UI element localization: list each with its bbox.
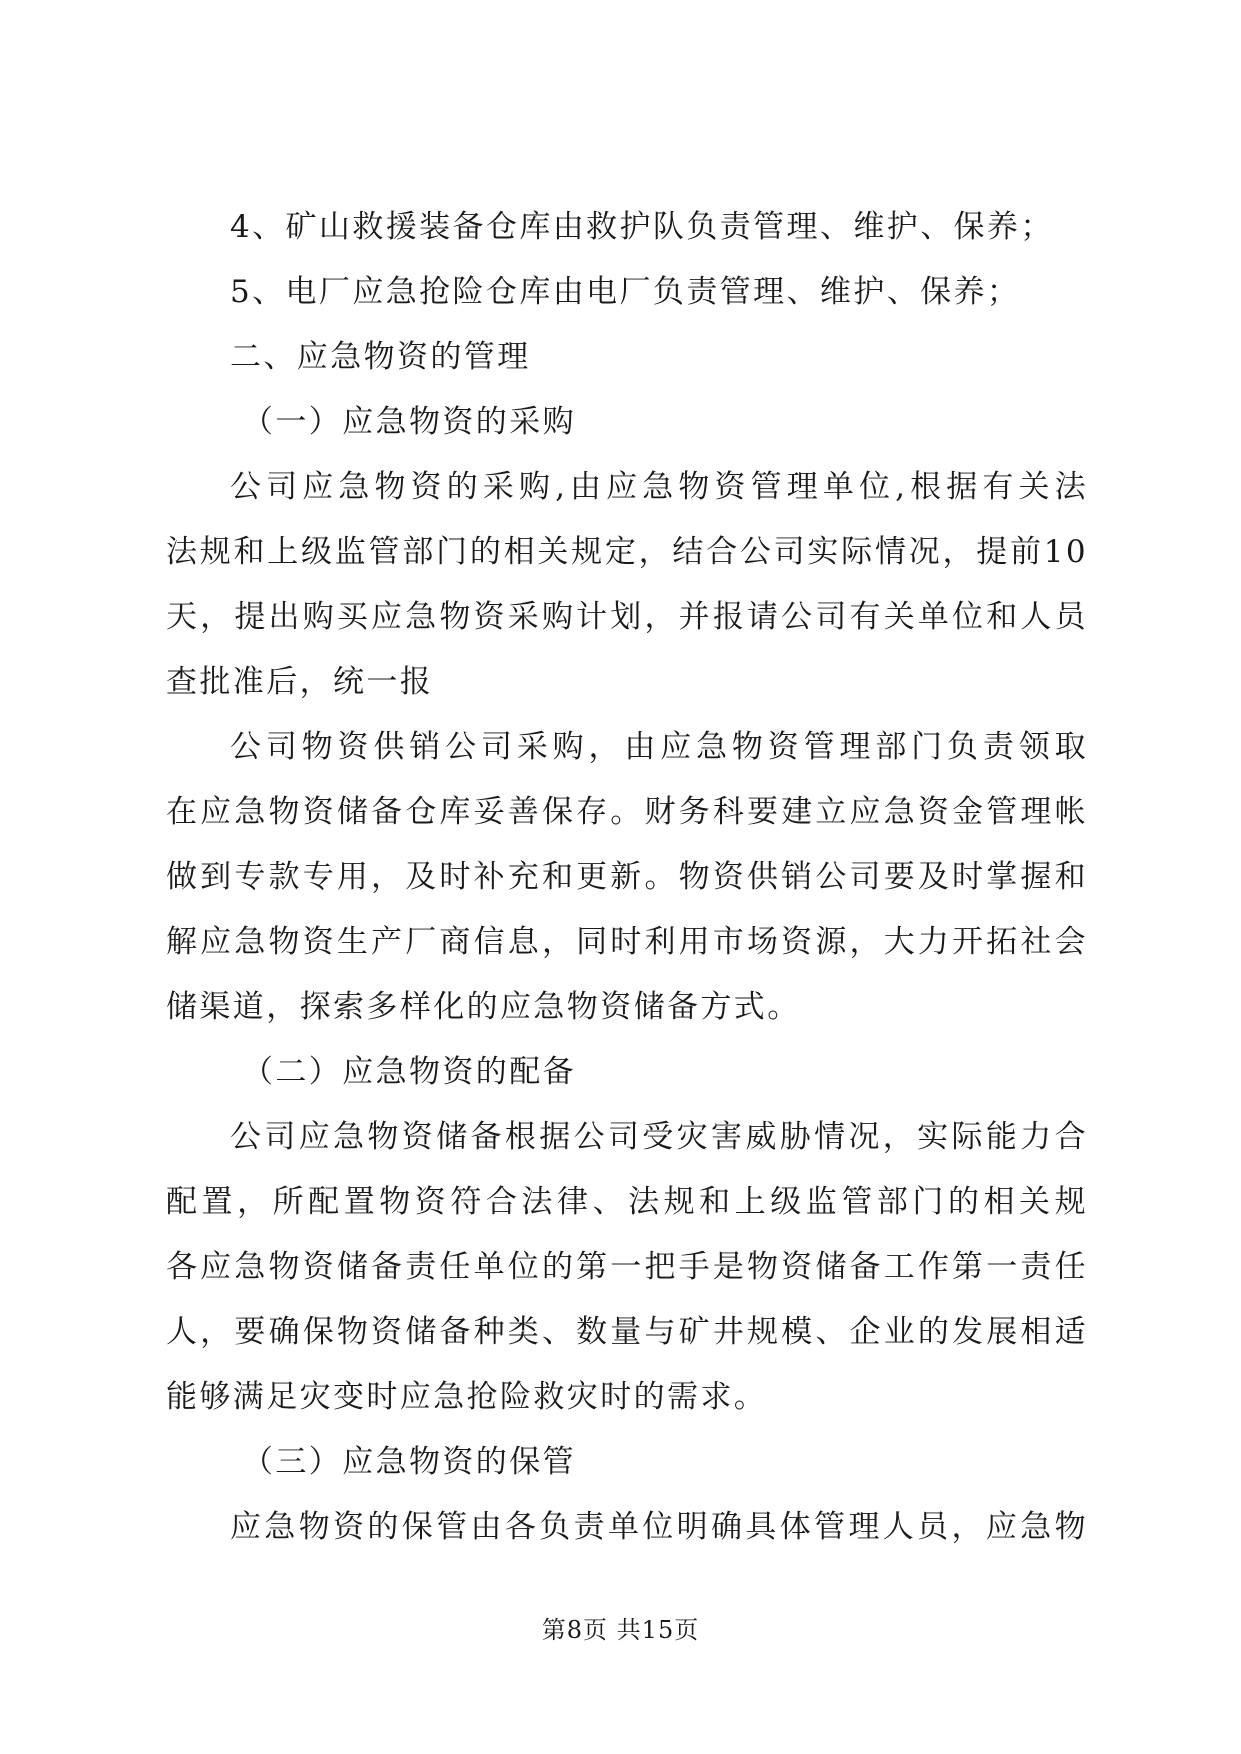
- body-line: 做到专款专用，及时补充和更新。物资供销公司要及时掌握和: [166, 859, 1088, 895]
- body-line: 查批准后，统一报: [166, 664, 434, 700]
- body-line: 人，要确保物资储备种类、数量与矿井规模、企业的发展相适: [166, 1314, 1088, 1350]
- body-line: 公司应急物资的采购,由应急物资管理单位,根据有关法: [230, 469, 1088, 505]
- body-line: 4、矿山救援装备仓库由救护队负责管理、维护、保养；: [230, 209, 1054, 245]
- body-line: 天，提出购买应急物资采购计划，并报请公司有关单位和人员: [166, 599, 1088, 635]
- body-line: 能够满足灾变时应急抢险救灾时的需求。: [166, 1379, 768, 1415]
- body-line: 法规和上级监管部门的相关规定，结合公司实际情况，提前10: [166, 534, 1088, 570]
- body-line: 5、电厂应急抢险仓库由电厂负责管理、维护、保养；: [230, 274, 1021, 310]
- page-number-footer: 第8页 共15页: [541, 1616, 700, 1644]
- body-line: 公司物资供销公司采购，由应急物资管理部门负责领取: [230, 729, 1088, 765]
- subsection-heading: （三）应急物资的保管: [242, 1444, 576, 1480]
- body-line: 配置，所配置物资符合法律、法规和上级监管部门的相关规: [166, 1184, 1088, 1220]
- body-line: 储渠道，探索多样化的应急物资储备方式。: [166, 989, 801, 1025]
- body-line: 各应急物资储备责任单位的第一把手是物资储备工作第一责任: [166, 1249, 1088, 1285]
- body-line: 解应急物资生产厂商信息，同时利用市场资源，大力开拓社会: [166, 924, 1088, 960]
- section-heading: 二、应急物资的管理: [230, 339, 531, 375]
- body-line: 应急物资的保管由各负责单位明确具体管理人员，应急物: [230, 1509, 1088, 1545]
- body-line: 在应急物资储备仓库妥善保存。财务科要建立应急资金管理帐: [166, 794, 1088, 830]
- body-line: 公司应急物资储备根据公司受灾害威胁情况，实际能力合: [230, 1119, 1088, 1155]
- subsection-heading: （二）应急物资的配备: [242, 1054, 576, 1090]
- document-body: [166, 195, 1088, 1560]
- subsection-heading: （一）应急物资的采购: [242, 404, 576, 440]
